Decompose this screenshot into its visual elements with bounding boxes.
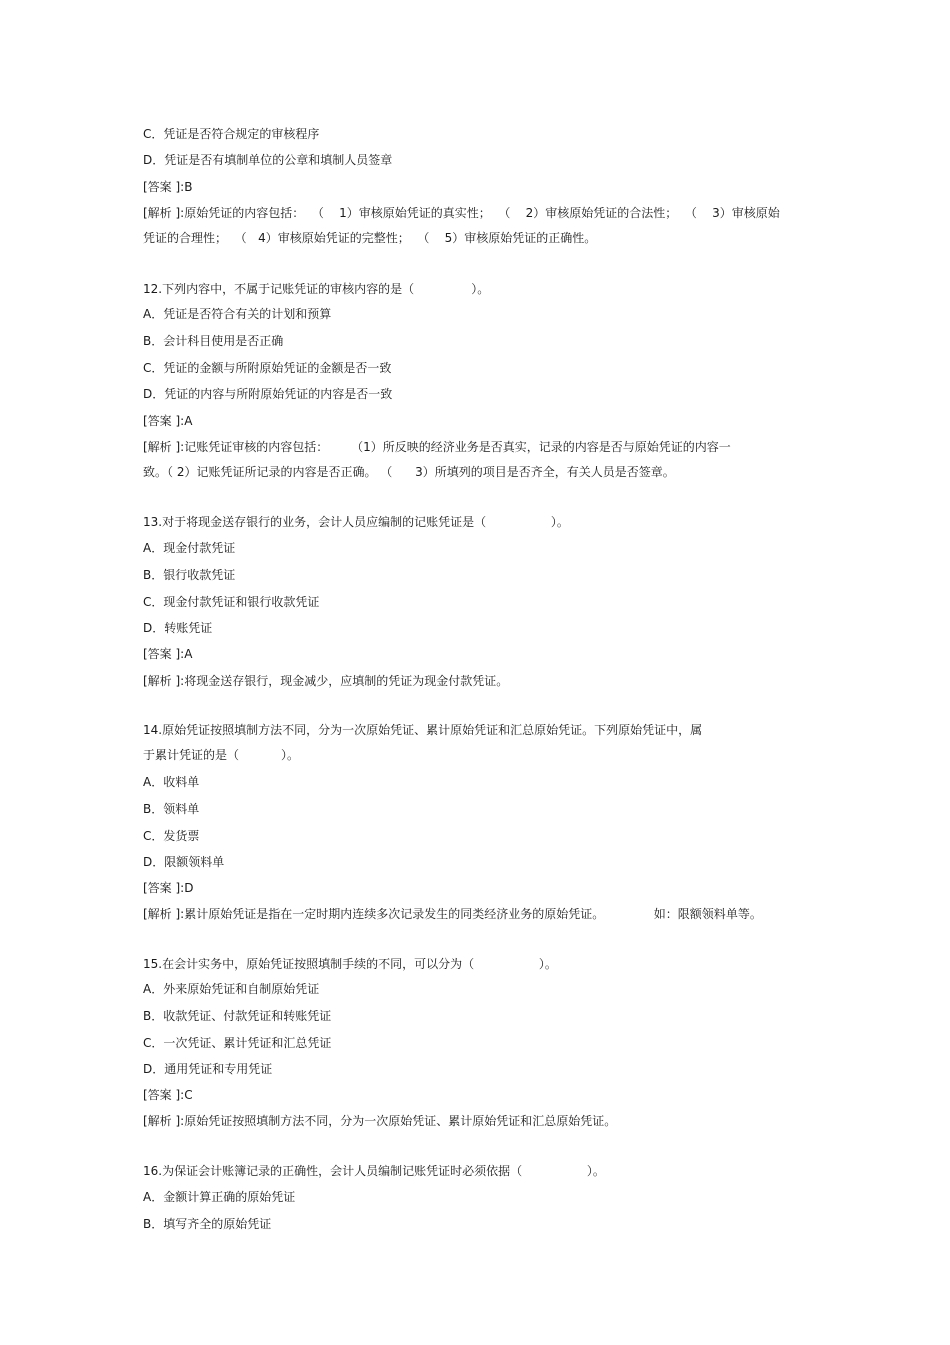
q15-option-b: B．收款凭证、付款凭证和转账凭证 — [143, 1009, 332, 1023]
q12-analysis-line-1: [解析 ]:记账凭证审核的内容包括： （1）所反映的经济业务是否真实，记录的内容是否与原始凭证的内容一 — [143, 440, 731, 454]
q13-option-b: B．银行收款凭证 — [143, 568, 236, 582]
q11-option-d: D．凭证是否有填制单位的公章和填制人员签章 — [143, 153, 393, 167]
q14-analysis: [解析 ]:累计原始凭证是指在一定时期内连续多次记录发生的同类经济业务的原始凭证。 如：限额领料单等。 — [143, 907, 762, 921]
q15-option-d: D．通用凭证和专用凭证 — [143, 1062, 273, 1076]
q11-option-c: C．凭证是否符合规定的审核程序 — [143, 127, 320, 141]
q16-stem: 16.为保证会计账簿记录的正确性，会计人员编制记账凭证时必须依据（ ）。 — [143, 1164, 605, 1178]
q15-stem: 15.在会计实务中，原始凭证按照填制手续的不同，可以分为（ ）。 — [143, 957, 557, 971]
q13-option-d: D．转账凭证 — [143, 621, 213, 635]
q11-answer: [答案 ]:B — [143, 180, 193, 194]
q14-answer: [答案 ]:D — [143, 881, 194, 895]
q14-option-b: B．领料单 — [143, 802, 200, 816]
q15-option-a: A．外来原始凭证和自制原始凭证 — [143, 982, 320, 996]
q14-stem-line-1: 14.原始凭证按照填制方法不同，分为一次原始凭证、累计原始凭证和汇总原始凭证。下列原始凭证中，属 — [143, 723, 703, 737]
q12-analysis-line-2: 致。（ 2）记账凭证所记录的内容是否正确。 （ 3）所填列的项目是否齐全，有关人员是否签章。 — [143, 465, 675, 479]
q11-analysis-line-1: [解析 ]:原始凭证的内容包括： （ 1）审核原始凭证的真实性； （ 2）审核原始凭证的合法性； （ 3）审核原始 — [143, 206, 780, 220]
q14-option-a: A．收料单 — [143, 775, 200, 789]
q12-option-d: D．凭证的内容与所附原始凭证的内容是否一致 — [143, 387, 393, 401]
q12-option-c: C．凭证的金额与所附原始凭证的金额是否一致 — [143, 361, 392, 375]
q13-answer: [答案 ]:A — [143, 647, 193, 661]
q13-analysis: [解析 ]:将现金送存银行，现金减少，应填制的凭证为现金付款凭证。 — [143, 674, 509, 688]
q14-stem-line-2: 于累计凭证的是（ ）。 — [143, 748, 299, 762]
q12-answer: [答案 ]:A — [143, 414, 193, 428]
q16-option-b: B．填写齐全的原始凭证 — [143, 1217, 272, 1231]
q15-answer: [答案 ]:C — [143, 1088, 193, 1102]
q13-option-a: A．现金付款凭证 — [143, 541, 236, 555]
q11-analysis-line-2: 凭证的合理性； （ 4）审核原始凭证的完整性； （ 5）审核原始凭证的正确性。 — [143, 231, 597, 245]
q14-option-d: D．限额领料单 — [143, 855, 225, 869]
q15-option-c: C．一次凭证、累计凭证和汇总凭证 — [143, 1036, 332, 1050]
q14-option-c: C．发货票 — [143, 829, 200, 843]
q12-stem: 12.下列内容中，不属于记账凭证的审核内容的是（ ）。 — [143, 282, 490, 296]
q13-stem: 13.对于将现金送存银行的业务，会计人员应编制的记账凭证是（ ）。 — [143, 515, 569, 529]
q16-option-a: A．金额计算正确的原始凭证 — [143, 1190, 296, 1204]
q15-analysis: [解析 ]:原始凭证按照填制方法不同，分为一次原始凭证、累计原始凭证和汇总原始凭证。 — [143, 1114, 617, 1128]
q12-option-b: B．会计科目使用是否正确 — [143, 334, 284, 348]
q12-option-a: A．凭证是否符合有关的计划和预算 — [143, 307, 332, 321]
q13-option-c: C．现金付款凭证和银行收款凭证 — [143, 595, 320, 609]
